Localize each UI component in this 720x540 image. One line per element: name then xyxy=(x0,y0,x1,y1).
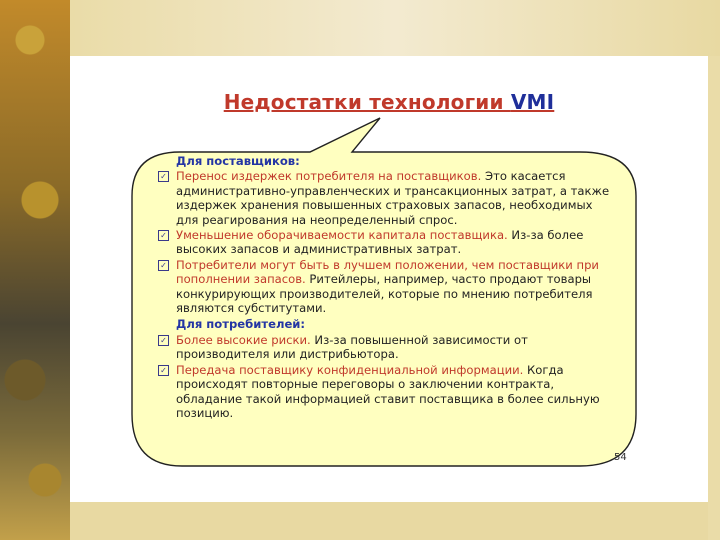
item-highlight: Перенос издержек потребителя на поставщиков. xyxy=(176,169,482,184)
checked-box-icon: ✓ xyxy=(158,335,169,346)
list-item xyxy=(158,258,618,316)
page-number: 54 xyxy=(614,452,627,463)
section-heading-consumers: Для потребителей: xyxy=(176,317,306,332)
decorative-background-top xyxy=(70,0,720,56)
decorative-gears-left xyxy=(0,0,70,540)
list-item xyxy=(158,169,618,227)
item-text: Из-за более высоких запасов и административных затрат. xyxy=(176,228,584,257)
title-text: Недостатки технологии xyxy=(223,90,511,114)
checked-box-icon: ✓ xyxy=(158,230,169,241)
item-highlight: Потребители могут быть в лучшем положении, чем поставщики при пополнении запасов. xyxy=(176,257,599,287)
item-text: Когда происходят повторные переговоры о заключении контракта, обладание такой информацией ставит поставщика в более сильную позицию. xyxy=(176,362,600,420)
item-text: Это касается административно-управленческих и трансакционных затрат, а также издержек хранения повышенных страховых запасов, необходимых для реагирования на неопределенный спрос. xyxy=(176,169,610,227)
item-text: Из-за повышенной зависимости от производителя или дистрибьютора. xyxy=(176,332,528,362)
title-vmi: VMI xyxy=(510,90,555,114)
item-highlight: Уменьшение оборачиваемости капитала поставщика. xyxy=(176,228,508,243)
item-highlight: Передача поставщику конфиденциальной информации. xyxy=(176,362,524,377)
bubble-content xyxy=(158,152,618,421)
decorative-background-right xyxy=(708,56,720,540)
checked-box-icon: ✓ xyxy=(158,365,169,376)
slide xyxy=(70,56,708,502)
item-highlight: Более высокие риски. xyxy=(176,332,311,347)
checked-box-icon: ✓ xyxy=(158,260,169,271)
list-item xyxy=(158,333,618,362)
item-text: Ритейлеры, например, часто продают товары конкурирующих производителей, которые по мнению потребителя являются субститутами. xyxy=(176,272,593,316)
checked-box-icon: ✓ xyxy=(158,171,169,182)
list-item xyxy=(158,363,618,421)
section-heading-suppliers: Для поставщиков: xyxy=(176,154,300,168)
slide-title xyxy=(70,90,708,114)
list-item xyxy=(158,228,618,257)
